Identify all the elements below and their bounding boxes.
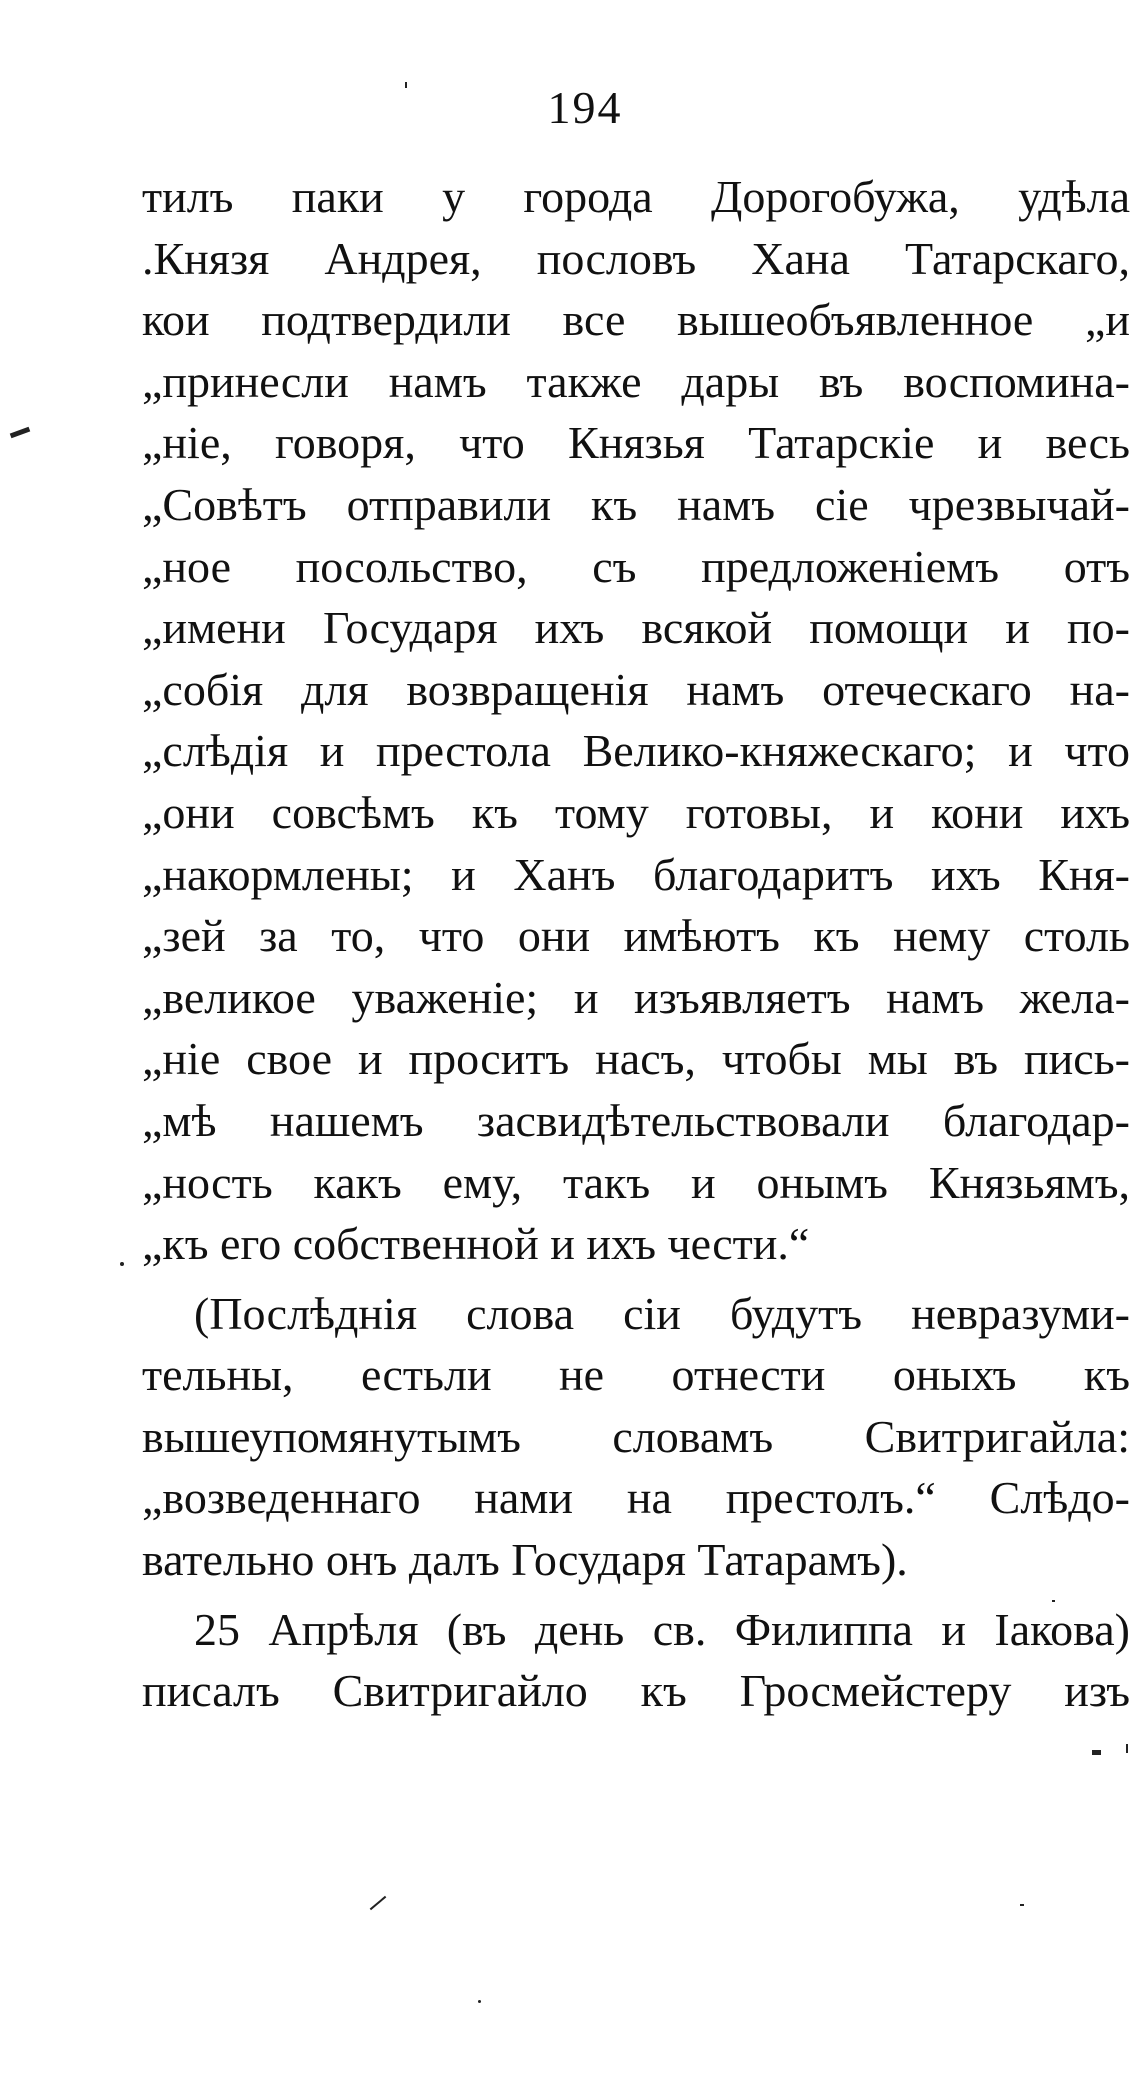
ink-speck: [1092, 1750, 1101, 1755]
body-text: [142, 166, 1130, 1722]
text-line: „имени Государя ихъ всякой помощи и по-: [142, 602, 1130, 654]
text-line: кои подтвердили все вышеобъявленное „и: [142, 294, 1130, 346]
ink-speck: [405, 82, 407, 88]
text-line: „Совѣтъ отправили къ намъ сіе чрезвычай-: [142, 478, 1130, 530]
text-line: вательно онъ далъ Государя Татарамъ).: [142, 1534, 908, 1586]
text-line: .Князя Андрея, пословъ Хана Татарскаго,: [142, 232, 1130, 284]
text-line: (Послѣднія слова сіи будутъ невразуми-: [194, 1287, 1130, 1339]
text-line: „они совсѣмъ къ тому готовы, и кони ихъ: [142, 786, 1130, 838]
text-line: „мѣ нашемъ засвидѣтельствовали благодар-: [142, 1094, 1130, 1146]
ink-speck: [1052, 1600, 1055, 1602]
text-line: „великое уваженіе; и изъявляетъ намъ жела-: [142, 971, 1130, 1023]
text-line: 25 Апрѣля (въ день св. Филиппа и Іакова): [194, 1603, 1130, 1655]
text-line: „принесли намъ также дары въ воспомина-: [142, 355, 1130, 407]
text-line: „ніе, говоря, что Князья Татарскіе и весь: [142, 417, 1130, 469]
ink-speck: [370, 1896, 387, 1910]
text-line: „слѣдія и престола Велико-княжескаго; и что: [142, 725, 1130, 777]
ink-speck: [478, 2000, 481, 2003]
page-number: 194: [547, 82, 623, 133]
text-line: „къ его собственной и ихъ чести.“: [142, 1218, 810, 1270]
text-line: „ность какъ ему, такъ и онымъ Князьямъ,: [142, 1156, 1130, 1208]
text-line: „зей за то, что они имѣютъ къ нему столь: [142, 910, 1130, 962]
ink-speck: [1020, 1904, 1024, 1906]
text-line: писалъ Свитригайло къ Гросмейстеру изъ: [142, 1665, 1130, 1717]
text-line: „ное посольство, съ предложеніемъ отъ: [142, 540, 1130, 592]
text-line: „ніе свое и проситъ насъ, чтобы мы въ пись-: [142, 1033, 1130, 1085]
ink-speck: [1126, 1744, 1128, 1753]
ink-speck: [120, 1262, 124, 1266]
text-line: „собія для возвращенія намъ отеческаго на-: [142, 663, 1130, 715]
text-line: тилъ паки у города Дорогобужа, удѣла: [142, 171, 1130, 222]
text-line: „накормлены; и Ханъ благодаритъ ихъ Кня-: [142, 848, 1130, 900]
ink-speck: [10, 427, 31, 439]
text-line: вышеупомянутымъ словамъ Свитригайла:: [142, 1410, 1130, 1462]
text-line: тельны, естьли не отнести оныхъ къ: [142, 1349, 1130, 1401]
text-line: „возведеннаго нами на престолъ.“ Слѣдо-: [142, 1472, 1130, 1524]
